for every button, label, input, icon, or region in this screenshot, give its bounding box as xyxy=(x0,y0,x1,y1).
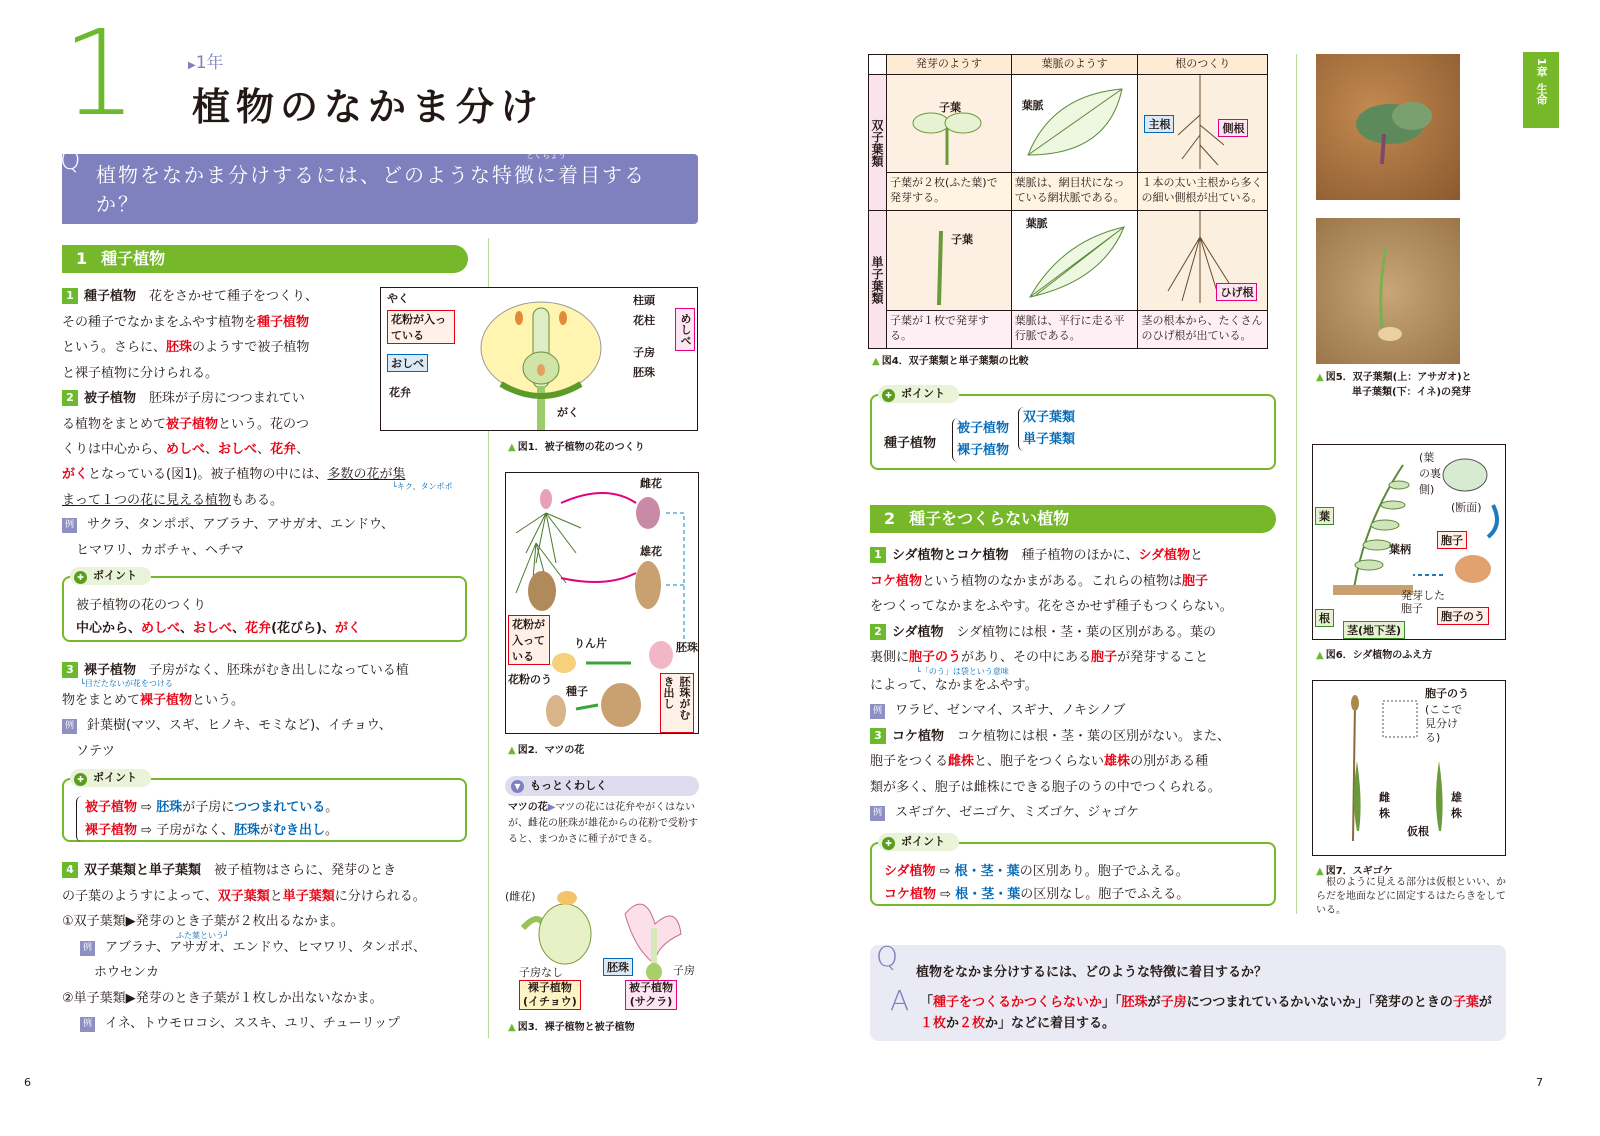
paragraph-seed-plants: 1 種子植物 花をさかせて種子をつくり、 その種子でなかまをふやす植物を種子植物 という。さらに、胚珠のようすで被子植物 と裸子植物に分けられる。 2 被子植物 胚珠が子房につつまれてい る植物をまとめて被子植物という。花のつ くりは中心から、めしべ、おしべ、花弁、 xyxy=(62,289,319,457)
dicot-text-1: 子葉が２枚(ふた葉)で発芽する。 xyxy=(887,173,1012,211)
num-badge: 2 xyxy=(62,390,78,406)
monocot-text-3: 茎の根本から、たくさんのひげ根が出ている。 xyxy=(1138,311,1268,349)
figure7-moss xyxy=(1312,680,1506,856)
figure5-caption: ▲ 図5．双子葉類(上：アサガオ)と 単子葉類(下：イネ)の発芽 xyxy=(1316,370,1472,400)
monocot-germination-drawing xyxy=(887,211,1009,307)
qa-a-mark: A xyxy=(890,984,910,1017)
page-number-left: 6 xyxy=(24,1076,31,1089)
label-shibo: 子房 xyxy=(633,346,655,359)
row-label-monocot: 単子葉類 xyxy=(870,255,884,304)
label-shiyou1: 子葉 xyxy=(939,101,961,114)
pt3-root: 種子植物 xyxy=(884,436,937,451)
num-badge: 1 xyxy=(62,288,78,304)
label-haishu2: 胚珠 xyxy=(676,641,698,654)
label-hatsuga: 発芽した胞子 xyxy=(1401,589,1445,615)
label-yaku: やく xyxy=(387,292,409,305)
figure6-fern xyxy=(1312,444,1506,640)
point-box-1: ✚ ポイント 被子植物の花のつくり 中心から、めしべ、おしべ、花弁(花びら)、がく xyxy=(62,576,467,642)
label-danmen: (断面) xyxy=(1451,501,1482,514)
note-medatanai: └目だたないが花をつける xyxy=(80,679,173,688)
figure6-caption: ▲ 図6．シダ植物のふえ方 xyxy=(1316,646,1432,661)
label-shushi: 種子 xyxy=(566,685,588,698)
label-hishi: 被子植物 (サクラ) xyxy=(625,980,677,1010)
label-rinpen: りん片 xyxy=(574,637,607,650)
chapter-number: 1 xyxy=(62,4,138,142)
label-karine: 仮根 xyxy=(1407,825,1429,838)
label-kachu: 花柱 xyxy=(633,314,655,327)
label-houshinou: 胞子のう xyxy=(1437,607,1489,625)
photo-rice xyxy=(1316,218,1460,364)
motto-heading: ▼ もっとくわしく xyxy=(505,776,699,796)
monocot-text-2: 葉脈は、平行に走る平行脈である。 xyxy=(1011,311,1138,349)
paragraph-angiosperm-cont: がくとなっている(図1)。被子植物の中には、多数の花が集 まって１つの花に見える植物もある。 xyxy=(62,467,406,508)
figure3-caption: ▲ 図3．裸子植物と被子植物 xyxy=(508,1018,635,1033)
side-tab-label: 生命 xyxy=(1535,82,1548,105)
figure1-caption: ▲ 図1．被子植物の花のつくり xyxy=(508,438,645,453)
qa-q-mark: Q xyxy=(876,940,899,973)
note-kiku: └キク、タンポポ xyxy=(392,482,453,491)
col-header-root: 根のつくり xyxy=(1138,55,1268,75)
dicot-germination-drawing xyxy=(887,75,1009,169)
paragraph-spore-plants: 1 シダ植物とコケ植物 種子植物のほかに、シダ植物と コケ植物という植物のなかまがある。これらの植物は胞子 をつくってなかまをふやす。花をさかせず種子もつくらない。 2 シダ植物 シダ植物には根・茎・葉の区別がある。葉の 裏側に胞子のうがあり、その中にある胞子が発芽すること によって、なかまをふやす。 例 ワラビ、ゼンマイ、スギナ、ノキシノブ 3 コケ植物 コケ植物には根・茎・葉の区別がない。また、 胞子をつくる雌株と、胞子をつくらない雄株の別がある種 類が多く、胞子は雌株にできる胞子のうの中でつくられる。 例 スギゴケ、ゼニゴケ、ミズゴケ、ジャゴケ xyxy=(870,548,1233,820)
label-kafunnou: 花粉のう xyxy=(508,673,552,686)
q-mark: Q xyxy=(60,146,81,176)
label-obana: 雄花 xyxy=(640,545,662,558)
label-okabu: 雄株 xyxy=(1451,791,1462,820)
label-haishu-note: 胚珠がむき出し xyxy=(660,673,694,733)
qa-answer: 「種子をつくるかつくらないか」「胚珠が子房につつまれているかいないか」「発芽のときの子葉が１枚か２枚か」などに着目する。 xyxy=(920,995,1492,1031)
label-shiyou2: 子葉 xyxy=(951,233,973,246)
label-shibo3: 子房 xyxy=(673,964,695,977)
label-oshibe: おしべ xyxy=(387,354,428,372)
pt3-hishi: 被子植物 xyxy=(957,421,1010,436)
example-gymnosperm: 例 針葉樹(マツ、スギ、ヒノキ、モミなど)、イチョウ、 ソテツ xyxy=(62,713,472,764)
figure4-caption: ▲ 図4．双子葉類と単子葉類の比較 xyxy=(872,352,1029,367)
page-number-right: 7 xyxy=(1536,1076,1543,1089)
label-higekon: ひげ根 xyxy=(1216,283,1257,301)
figure4-table xyxy=(868,54,1268,349)
chapter-side-tab[interactable] xyxy=(1523,52,1559,128)
label-ne: 根 xyxy=(1315,609,1334,627)
label-youmyaku1: 葉脈 xyxy=(1021,99,1044,112)
side-tab-chapter: 1章 xyxy=(1535,58,1548,77)
point-box-4: ✚ ポイント シダ植物 ⇨ 根・茎・葉の区別あり。胞子でふえる。 コケ植物 ⇨ 根・茎・葉の区別なし。胞子でふえる。 xyxy=(870,842,1276,906)
question-text: 植物をなかま分けするには、どのような特徴に着目するか？ xyxy=(96,163,646,216)
photo-morning-glory xyxy=(1316,54,1460,200)
col-header-germination: 発芽のようす xyxy=(887,55,1012,75)
label-youhei: 葉柄 xyxy=(1389,543,1411,556)
column-divider-right xyxy=(1296,54,1297,914)
label-ura: (葉の裏側) xyxy=(1419,451,1441,496)
label-houshinou7: 胞子のう xyxy=(1425,687,1469,700)
label-kuki: 茎(地下茎) xyxy=(1343,621,1405,639)
qa-question: 植物をなかま分けするには、どのような特徴に着目するか？ xyxy=(916,965,1268,980)
label-kafun: 花粉が入っている xyxy=(387,310,455,344)
label-chuto: 柱頭 xyxy=(633,294,655,307)
figure7-caption: ▲ 図7．スギゴケ xyxy=(1316,862,1393,877)
pt3-sou: 双子葉類 xyxy=(1023,410,1076,425)
label-sokkon: 側根 xyxy=(1218,119,1248,137)
paragraph-gymnosperm: 3 裸子植物 子房がなく、胚珠がむき出しになっている植 物をまとめて裸子植物という。 xyxy=(62,663,409,708)
figure7-note: 根のように見える部分は仮根といい、からだを地面などに固定するはたらきをしている。 xyxy=(1316,877,1506,916)
label-shibo-nashi: 子房なし xyxy=(519,966,563,979)
example-angiosperm: 例 サクラ、タンポポ、アブラナ、アサガオ、エンドウ、 ヒマワリ、カボチャ、ヘチマ xyxy=(62,512,472,563)
label-mekabu: 雌株 xyxy=(1379,791,1390,820)
row-label-dicot: 双子葉類 xyxy=(870,118,884,167)
page-title: 植物のなかま分け xyxy=(192,85,545,129)
monocot-text-1: 子葉が１枚で発芽する。 xyxy=(887,311,1012,349)
note-futaba: ふた葉という┘ xyxy=(176,931,229,940)
figure2-caption: ▲ 図2．マツの花 xyxy=(508,741,584,756)
figure1-flower xyxy=(380,287,698,431)
label-ha: 葉 xyxy=(1315,507,1334,525)
figure3-comparison xyxy=(505,884,701,1014)
point-box-2: ✚ ポイント 被子植物 ⇨ 胚珠が子房につつまれている。 裸子植物 ⇨ 子房がなく、胚珠がむき出し。 xyxy=(62,778,467,842)
note-nou: └「のう」は袋という意味 xyxy=(916,667,1009,676)
dicot-text-3: １本の太い主根から多くの細い側根が出ている。 xyxy=(1138,173,1268,211)
label-kaben: 花弁 xyxy=(389,386,411,399)
label-youmyaku2: 葉脈 xyxy=(1025,217,1048,230)
label-mebana3: (雌花) xyxy=(505,890,536,903)
label-kafun2: 花粉が入っている xyxy=(508,615,550,665)
label-haishu3: 胚珠 xyxy=(603,958,633,976)
label-gaku: がく xyxy=(557,406,579,419)
dicot-vein-drawing xyxy=(1012,75,1134,169)
pt3-tan: 単子葉類 xyxy=(1023,432,1076,447)
q-furigana: とくちょう xyxy=(526,151,566,160)
label-haishu: 胚珠 xyxy=(633,366,655,379)
motto-text: マツの花▶マツの花には花弁やがくはないが、雌花の胚珠が雄花からの花粉で受粉すると、まつかさに種子ができる。 xyxy=(508,802,698,845)
dicot-text-2: 葉脈は、網目状になっている網状脈である。 xyxy=(1011,173,1138,211)
label-meshibe: めしべ xyxy=(675,308,695,351)
grade-label: ▶1年 xyxy=(188,53,224,73)
section1-heading: 1 種子植物 xyxy=(62,245,468,273)
label-mebana: 雌花 xyxy=(640,477,662,490)
paragraph-dicot-monocot: 4 双子葉類と単子葉類 被子植物はさらに、発芽のとき の子葉のようすによって、双子葉類と単子葉類に分けられる。 ①双子葉類▶発芽のとき子葉が２枚出るなかま。 例 アブラナ、アサガオ、エンドウ、ヒマワリ、タンポポ、 ホウセンカ ②単子葉類▶発芽のとき子葉が１枚しか出ないなかま。 例 イネ、トウモロコシ、ススキ、ユリ、チューリップ xyxy=(62,863,426,1031)
label-shukon: 主根 xyxy=(1144,115,1174,133)
figure2-pine xyxy=(505,472,699,734)
label-rashi: 裸子植物 (イチョウ) xyxy=(519,980,581,1010)
section2-heading: 2 種子をつくらない植物 xyxy=(870,505,1276,533)
point-box-3: ✚ ポイント 種子植物 被子植物 裸子植物 双子葉類 単子葉類 xyxy=(870,394,1276,470)
label-koko: (ここで見分ける) xyxy=(1425,703,1463,744)
pt3-rashi: 裸子植物 xyxy=(957,443,1010,458)
col-header-vein: 葉脈のようす xyxy=(1011,55,1138,75)
label-houshi: 胞子 xyxy=(1437,531,1467,549)
